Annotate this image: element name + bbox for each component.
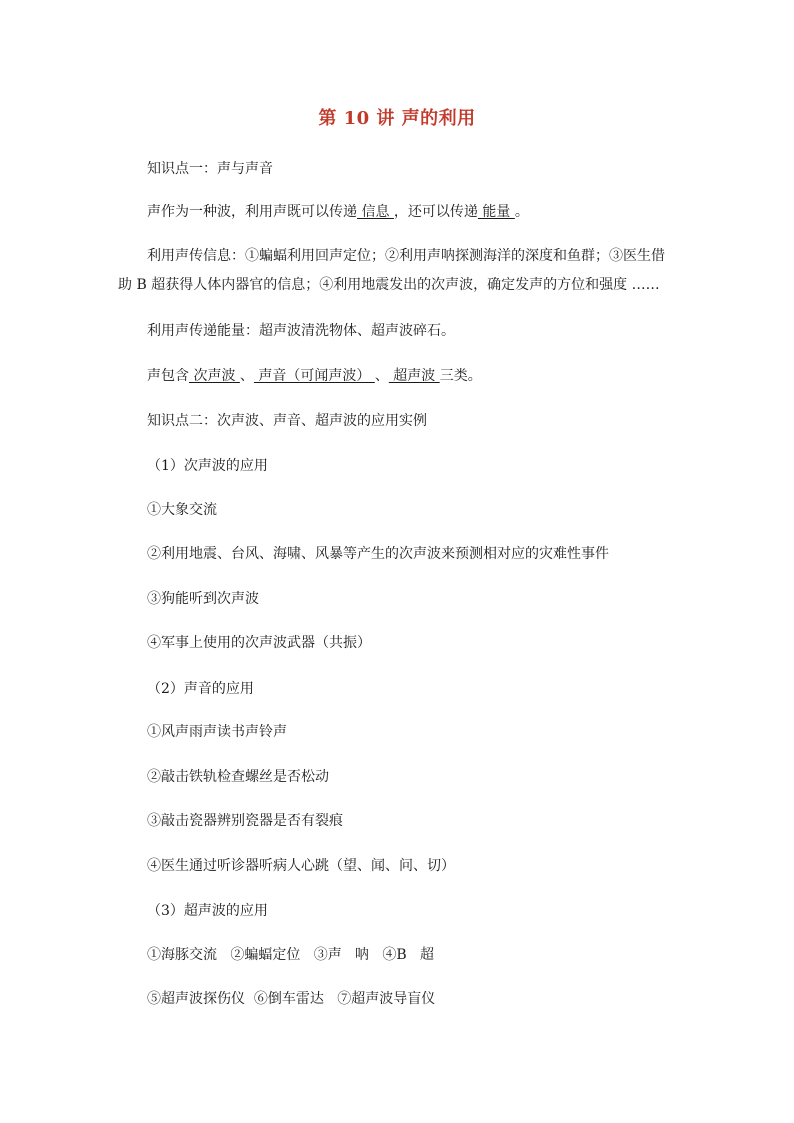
list-item: ④军事上使用的次声波武器（共振） [147, 635, 371, 651]
sentence-text: 、 [374, 368, 389, 384]
list-item: ③敲击瓷器辨别瓷器是否有裂痕 [147, 813, 343, 829]
section-audible-title: （2）声音的应用 [147, 681, 254, 697]
knowledge-point-1-heading: 知识点一：声与声音 [147, 161, 273, 177]
list-item: ②敲击铁轨检查螺丝是否松动 [147, 769, 329, 785]
list-row: ①海豚交流 ②蝙蝠定位 ③声 呐 ④B 超 [147, 947, 435, 963]
sentence-text: 、 [239, 368, 254, 384]
list-item: ①风声雨声读书声铃声 [147, 724, 287, 740]
sentence-text: 声包含 [147, 368, 189, 384]
page-title: 第 10 讲 声的利用 [318, 108, 476, 129]
sound-types-sentence [147, 367, 482, 385]
section-ultrasound-title: （3）超声波的应用 [147, 903, 268, 919]
blank-answer-information: 信息 [357, 204, 394, 220]
blank-answer-energy: 能量 [477, 204, 515, 220]
list-item: ②利用地震、台风、海啸、风暴等产生的次声波来预测相对应的灾难性事件 [147, 546, 609, 562]
sound-information-paragraph: 利用声传信息：①蝙蝠利用回声定位；②利用声呐探测海洋的深度和鱼群；③医生借助 B 超获得人体内器官的信息；④利用地震发出的次声波，确定发声的方位和强度 …… [118, 248, 665, 293]
blank-answer-ultrasound: 超声波 [388, 368, 440, 384]
sound-as-wave-sentence [147, 203, 529, 221]
blank-answer-audible-sound: 声音（可闻声波） [253, 368, 375, 384]
knowledge-point-2-heading: 知识点二：次声波、声音、超声波的应用实例 [147, 413, 427, 429]
list-item: ③狗能听到次声波 [147, 591, 259, 607]
list-row: ⑤超声波探伤仪 ⑥倒车雷达 ⑦超声波导盲仪 [147, 991, 436, 1007]
sentence-text: 。 [514, 204, 529, 220]
sentence-text: ，还可以传递 [393, 204, 478, 220]
list-item: ④医生通过听诊器听病人心跳（望、闻、问、切） [147, 858, 455, 874]
sound-energy-sentence: 利用声传递能量：超声波清洗物体、超声波碎石。 [147, 323, 455, 339]
list-item: ①大象交流 [147, 502, 217, 518]
sentence-text: 三类。 [439, 368, 482, 384]
sentence-text: 声作为一种波，利用声既可以传递 [147, 204, 357, 220]
section-infrasound-title: （1）次声波的应用 [147, 458, 268, 474]
blank-answer-infrasound: 次声波 [189, 368, 240, 384]
